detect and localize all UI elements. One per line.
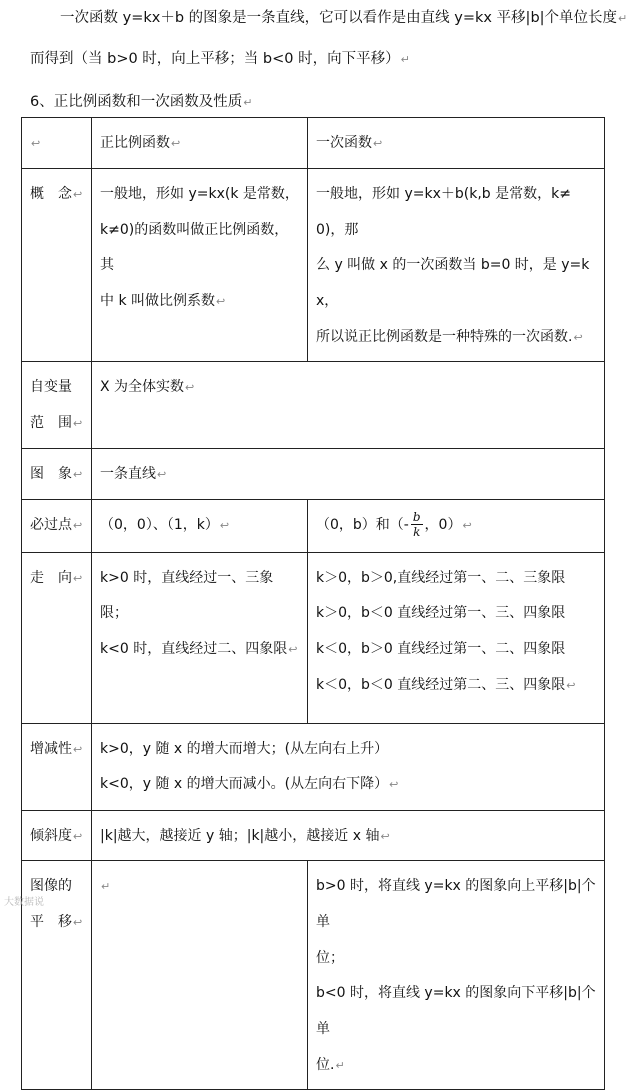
table-row-direction	[22, 552, 605, 723]
cell-mark: ↩	[373, 137, 383, 150]
row-label-direction	[22, 552, 92, 723]
intro-paragraph-line1	[60, 6, 627, 27]
enter-mark: ↵	[618, 12, 627, 25]
enter-mark: ↵	[400, 53, 410, 66]
shift-linear	[308, 861, 605, 1090]
cell-mark: ↩	[73, 417, 83, 431]
text-line: 一般地，形如 y=kx＋b(k,b 是常数，k≠0)，那	[316, 186, 571, 238]
enter-mark: ↵	[243, 96, 253, 109]
cell-mark: ↩	[73, 518, 83, 532]
row-label-monotonicity	[22, 723, 92, 810]
cell-mark: ↩	[216, 295, 226, 309]
fraction-numerator: b	[412, 510, 421, 524]
label-text: 倾斜度	[30, 827, 72, 844]
text-line: k≠0)的函数叫做正比例函数，其	[100, 221, 289, 274]
cell-mark: ↩	[573, 330, 583, 344]
cell-mark: ↩	[73, 829, 83, 843]
table-row-slope	[22, 810, 605, 861]
shift-proportional	[92, 861, 308, 1090]
cell-mark: ↩	[171, 137, 181, 150]
enter-mark: ↵	[335, 1058, 345, 1072]
row-label-slope	[22, 810, 92, 861]
point-proportional	[92, 499, 308, 552]
label-text: 概 念	[30, 186, 72, 202]
row-label-graph	[22, 448, 92, 499]
cell-mark: ↩	[462, 518, 472, 532]
label-text: 走 向	[30, 569, 72, 586]
text-line: 中 k 叫做比例系数	[100, 293, 216, 310]
slope-value	[92, 810, 605, 861]
cell-mark: ↩	[566, 678, 576, 692]
cell-mark: ↩	[31, 137, 41, 150]
direction-linear	[308, 552, 605, 723]
header-proportional	[92, 118, 308, 169]
text-line: k＜0，b＞0 直线经过第一、二、四象限	[316, 640, 566, 657]
direction-proportional	[92, 552, 308, 723]
text-line: 位；	[316, 949, 344, 966]
fraction	[411, 510, 423, 539]
table-row-shift	[22, 861, 605, 1090]
value-text: ，0）	[424, 516, 462, 533]
cell-mark: ↩	[288, 642, 298, 656]
section-heading	[30, 90, 252, 111]
text-line: k＞0，b＞0,直线经过第一、二、三象限	[316, 569, 566, 586]
text-line: 位.	[316, 1056, 335, 1073]
range-value	[92, 362, 605, 448]
row-label-point	[22, 499, 92, 552]
cell-mark: ↩	[73, 571, 83, 585]
enter-mark: ↵	[101, 880, 111, 894]
row-label-range	[22, 362, 92, 448]
text-line: k<0，y 随 x 的增大而减小。(从左向右下降）	[100, 776, 389, 793]
text-line: 一般地，形如 y=kx(k 是常数，	[100, 186, 299, 202]
cell-mark: ↩	[185, 381, 195, 395]
header-empty-cell	[22, 118, 92, 169]
section-heading-text: 6、正比例函数和一次函数及性质	[30, 94, 243, 110]
table-header-row	[22, 118, 605, 169]
intro-text-2: 而得到（当 b>0 时，向上平移；当 b<0 时，向下平移）	[30, 51, 400, 67]
value-text: （0，b）和（-	[316, 516, 409, 533]
value-text: |k|越大，越接近 y 轴；|k|越小，越接近 x 轴	[100, 827, 380, 844]
text-line: k>0，y 随 x 的增大而增大；(从左向右上升）	[100, 740, 389, 757]
header-proportional-label: 正比例函数	[100, 135, 170, 151]
cell-mark: ↩	[389, 778, 399, 792]
value-text: X 为全体实数	[100, 379, 185, 396]
text-line: b<0 时，将直线 y=kx 的图象向下平移|b|个单	[316, 985, 596, 1037]
point-linear	[308, 499, 605, 552]
value-text: （0，0）、（1，k）	[100, 516, 219, 533]
table-row-range	[22, 362, 605, 448]
row-label-concept	[22, 169, 92, 362]
table-row-monotonicity	[22, 723, 605, 810]
label-text: 图像的	[30, 878, 72, 895]
text-line: 么 y 叫做 x 的一次函数当 b=0 时，是 y=kx，	[316, 257, 590, 310]
watermark-text: 大数据说	[4, 897, 44, 908]
text-line: k＞0，b＜0 直线经过第一、三、四象限	[316, 605, 566, 622]
cell-mark: ↩	[219, 518, 230, 532]
text-line: k>0 时，直线经过一、三象限；	[100, 569, 274, 622]
text-line: 所以说正比例函数是一种特殊的一次函数.	[316, 328, 573, 345]
cell-mark: ↩	[380, 829, 390, 843]
cell-mark: ↩	[73, 188, 83, 201]
fraction-denominator: k	[413, 525, 421, 539]
text-line: b>0 时，将直线 y=kx 的图象向上平移|b|个单	[316, 878, 596, 930]
text-line: k<0 时，直线经过二、四象限	[100, 640, 288, 657]
header-linear-label: 一次函数	[316, 135, 372, 151]
concept-proportional	[92, 169, 308, 362]
label-text: 增减性	[30, 740, 72, 757]
label-text: 图 象	[30, 465, 72, 482]
label-text: 自变量	[30, 379, 72, 396]
concept-linear	[308, 169, 605, 362]
monotonicity-value	[92, 723, 605, 810]
value-text: 一条直线	[100, 465, 156, 482]
table-row-concept	[22, 169, 605, 362]
watermark	[4, 893, 44, 908]
text-line: k＜0，b＜0 直线经过第二、三、四象限	[316, 676, 566, 693]
table-row-graph	[22, 448, 605, 499]
intro-paragraph-line2	[30, 47, 410, 68]
cell-mark: ↩	[73, 742, 83, 756]
function-properties-table	[21, 117, 605, 1090]
label-text: 平 移	[30, 913, 72, 930]
label-text: 范 围	[30, 415, 72, 432]
graph-value	[92, 448, 605, 499]
intro-text-1: 一次函数 y=kx＋b 的图象是一条直线，它可以看作是由直线 y=kx 平移|b|个单位长度	[60, 10, 618, 26]
table-row-point	[22, 499, 605, 552]
cell-mark: ↩	[157, 467, 167, 481]
cell-mark: ↩	[73, 467, 83, 481]
header-linear	[308, 118, 605, 169]
cell-mark: ↩	[73, 915, 83, 929]
label-text: 必过点	[30, 516, 72, 533]
